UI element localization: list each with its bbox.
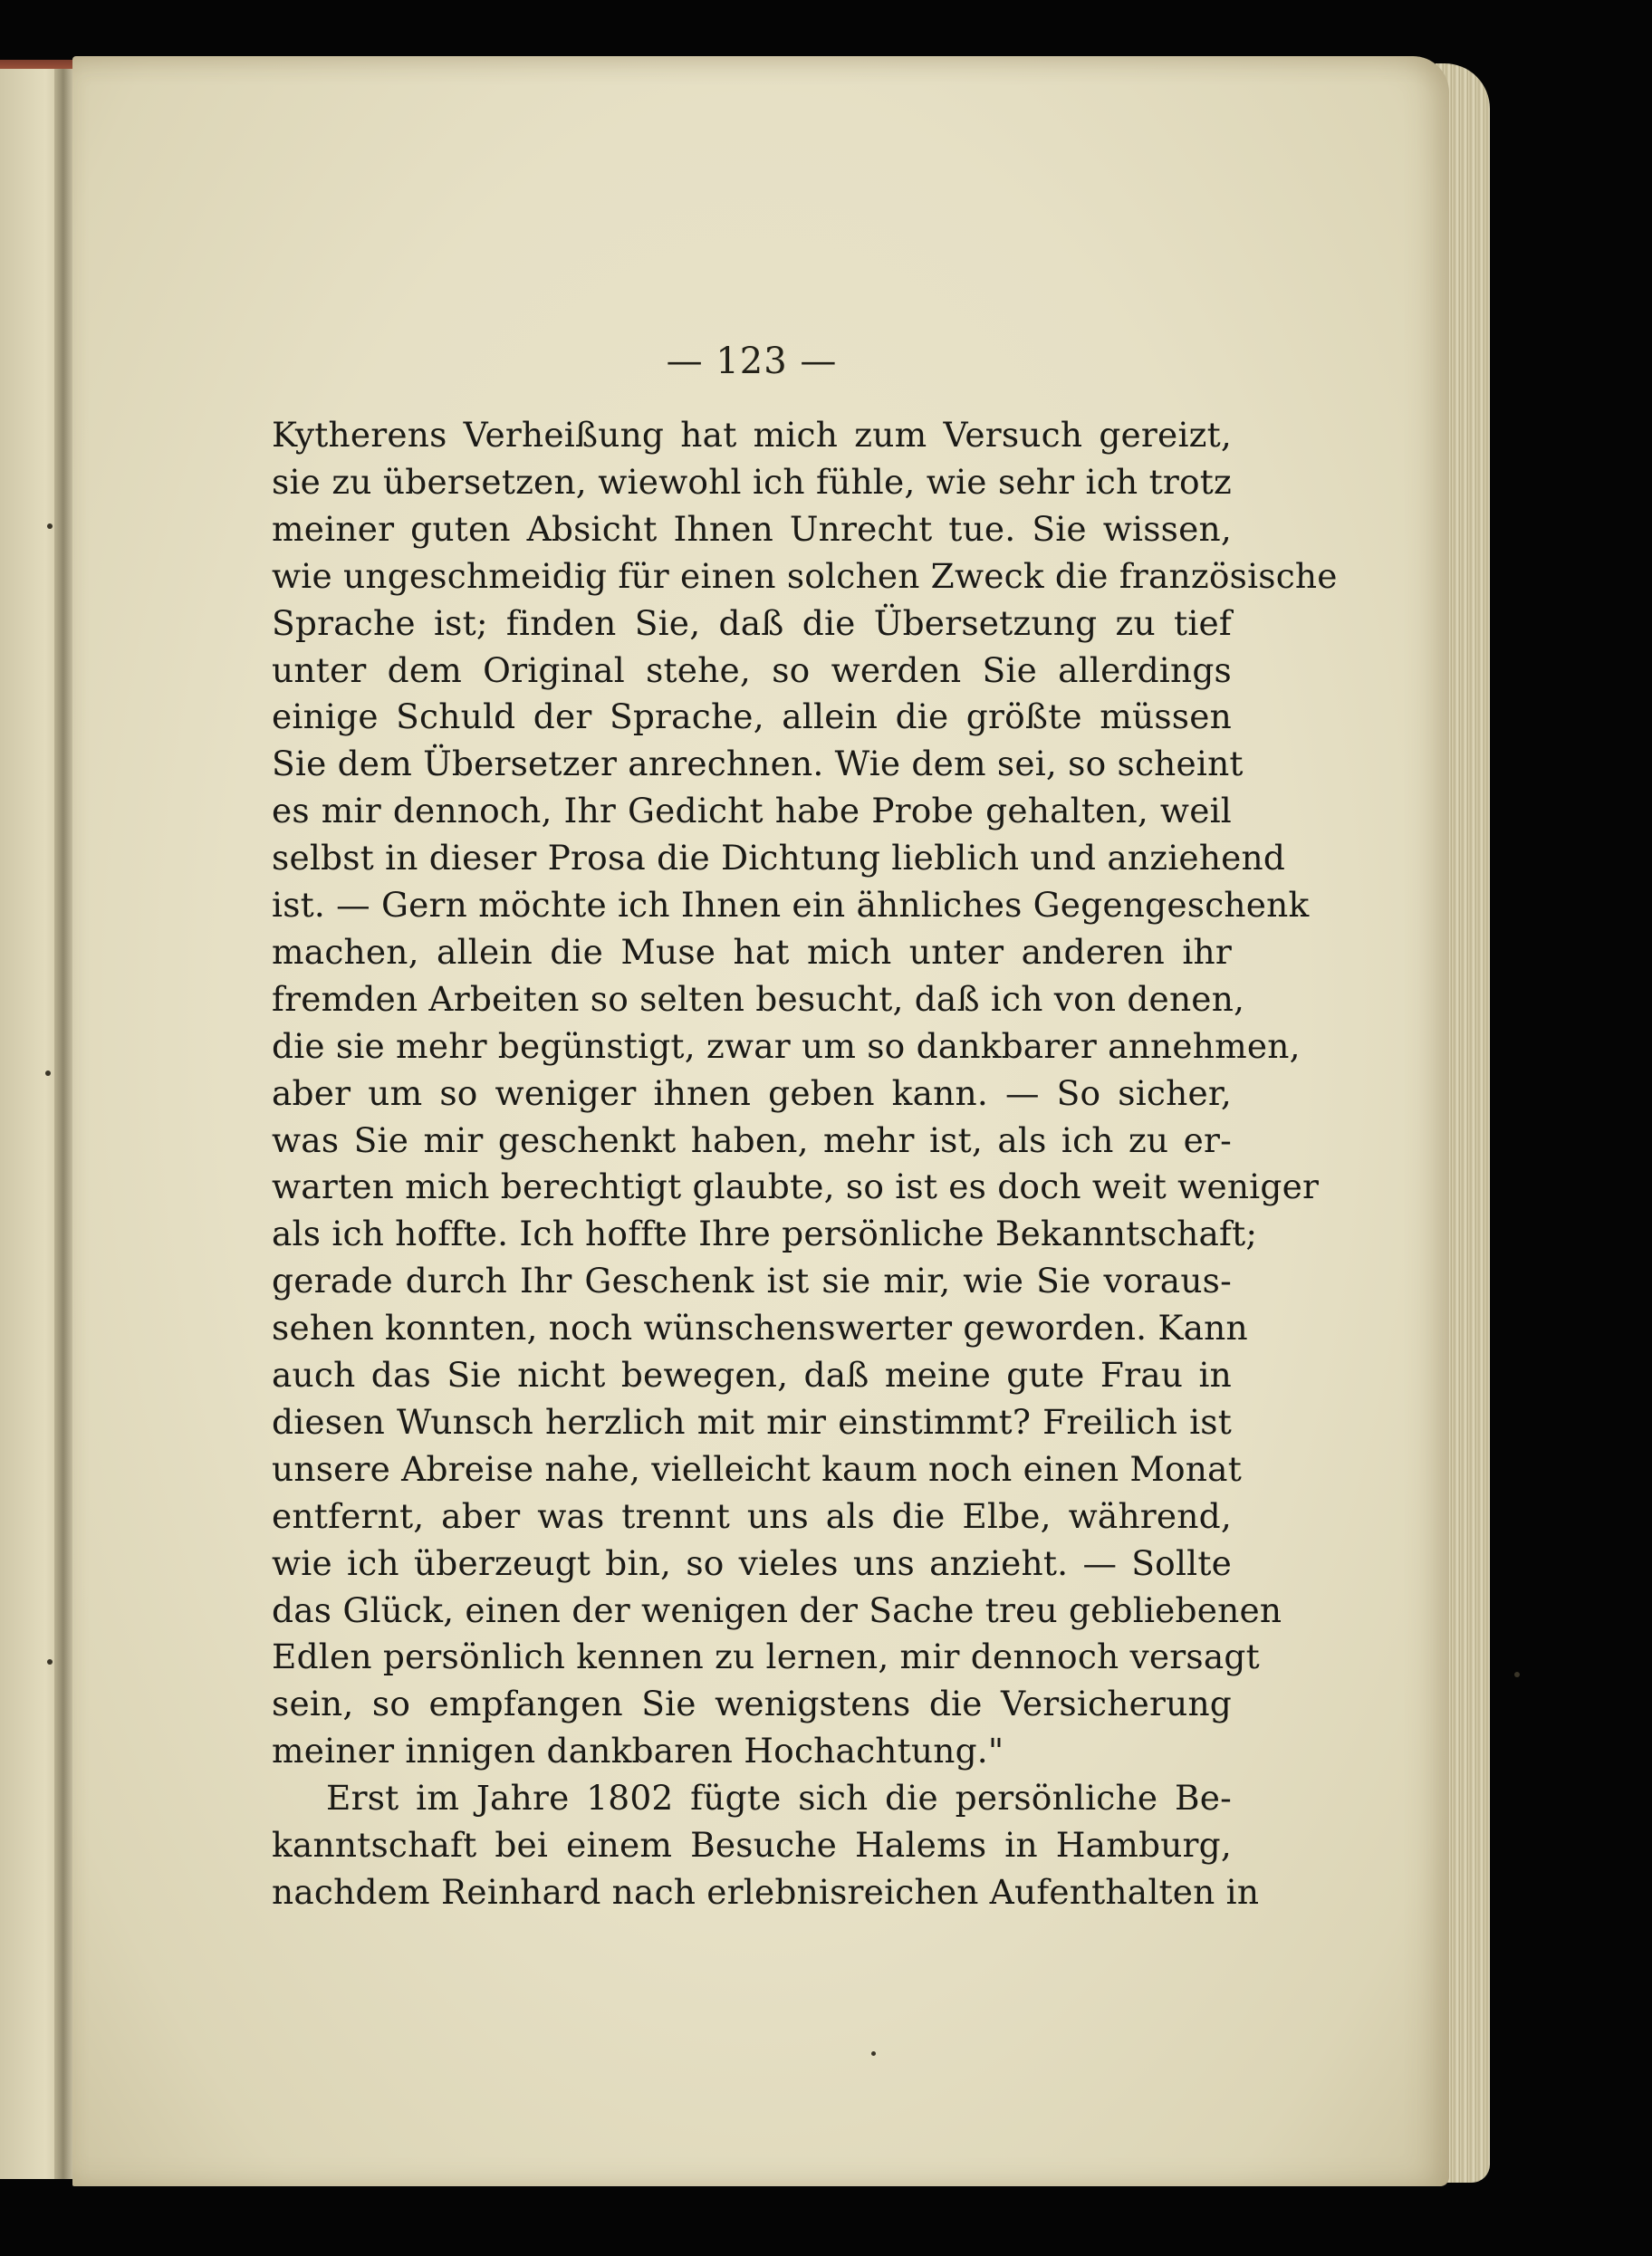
text-line: warten mich berechtigt glaubte, so ist es doch weit weniger (272, 1166, 1320, 1207)
text-line: diesen Wunsch herzlich mit mir einstimmt? Freilich ist (272, 1401, 1232, 1442)
text-line: Sie dem Übersetzer anrechnen. Wie dem sei, so scheint (272, 744, 1244, 784)
margin-speck (1514, 1672, 1520, 1677)
text-line: meiner innigen dankbaren Hochachtung." (272, 1731, 1004, 1771)
text-line: Kytherens Verheißung hat mich zum Versuch gereizt, (272, 415, 1232, 455)
text-line: entfernt, aber was trennt uns als die Elbe, während, (272, 1495, 1232, 1536)
text-line: es mir dennoch, Ihr Gedicht habe Probe gehalten, weil (272, 791, 1232, 831)
text-line: wie ich überzeugt bin, so vieles uns anzieht. — Sollte (272, 1542, 1232, 1583)
text-line: ist. — Gern möchte ich Ihnen ein ähnliches Gegengeschenk (272, 885, 1310, 925)
text-line: selbst in dieser Prosa die Dichtung lieblich und anziehend (272, 838, 1286, 878)
text-line: was Sie mir geschenkt haben, mehr ist, als ich zu er- (272, 1119, 1232, 1160)
text-line: unsere Abreise nahe, vielleicht kaum noch einen Monat (272, 1448, 1242, 1489)
text-line: als ich hoffte. Ich hoffte Ihre persönliche Bekanntschaft; (272, 1214, 1258, 1254)
text-line: Sprache ist; finden Sie, daß die Übersetzung zu tief (272, 602, 1232, 643)
text-line: das Glück, einen der wenigen der Sache treu gebliebenen (272, 1589, 1282, 1630)
text-line: machen, allein die Muse hat mich unter anderen ihr (272, 931, 1232, 972)
page-speck (871, 2051, 876, 2056)
margin-speck (47, 523, 53, 529)
text-line: kanntschaft bei einem Besuche Halems in Hamburg, (272, 1825, 1232, 1865)
margin-speck (45, 1070, 51, 1076)
text-line: einige Schuld der Sprache, allein die größte müssen (272, 696, 1232, 737)
text-line: gerade durch Ihr Geschenk ist sie mir, wie Sie voraus- (272, 1261, 1232, 1301)
page-gutter (54, 69, 74, 2179)
text-line: auch das Sie nicht bewegen, daß meine gute Frau in (272, 1355, 1232, 1395)
text-line: wie ungeschmeidig für einen solchen Zweck die französische (272, 555, 1338, 596)
text-line: Erst im Jahre 1802 fügte sich die persönliche Be- (326, 1778, 1232, 1819)
margin-speck (47, 1659, 53, 1665)
book-page (72, 56, 1449, 2186)
text-line: unter dem Original stehe, so werden Sie allerdings (272, 649, 1232, 690)
text-line: Edlen persönlich kennen zu lernen, mir dennoch versagt (272, 1637, 1260, 1677)
text-line: sehen konnten, noch wünschenswerter geworden. Kann (272, 1308, 1248, 1349)
text-line: nachdem Reinhard nach erlebnisreichen Aufenthalten in (272, 1871, 1260, 1912)
text-line: fremden Arbeiten so selten besucht, daß ich von denen, (272, 978, 1245, 1019)
text-line: die sie mehr begünstigt, zwar um so dankbarer annehmen, (272, 1025, 1301, 1066)
text-line: aber um so weniger ihnen geben kann. — So sicher, (272, 1072, 1232, 1113)
text-line: sein, so empfangen Sie wenigstens die Versicherung (272, 1684, 1232, 1724)
text-line: sie zu übersetzen, wiewohl ich fühle, wie sehr ich trotz (272, 461, 1232, 502)
page-number: — 123 — (666, 341, 838, 382)
text-line: meiner guten Absicht Ihnen Unrecht tue. Sie wissen, (272, 508, 1232, 549)
